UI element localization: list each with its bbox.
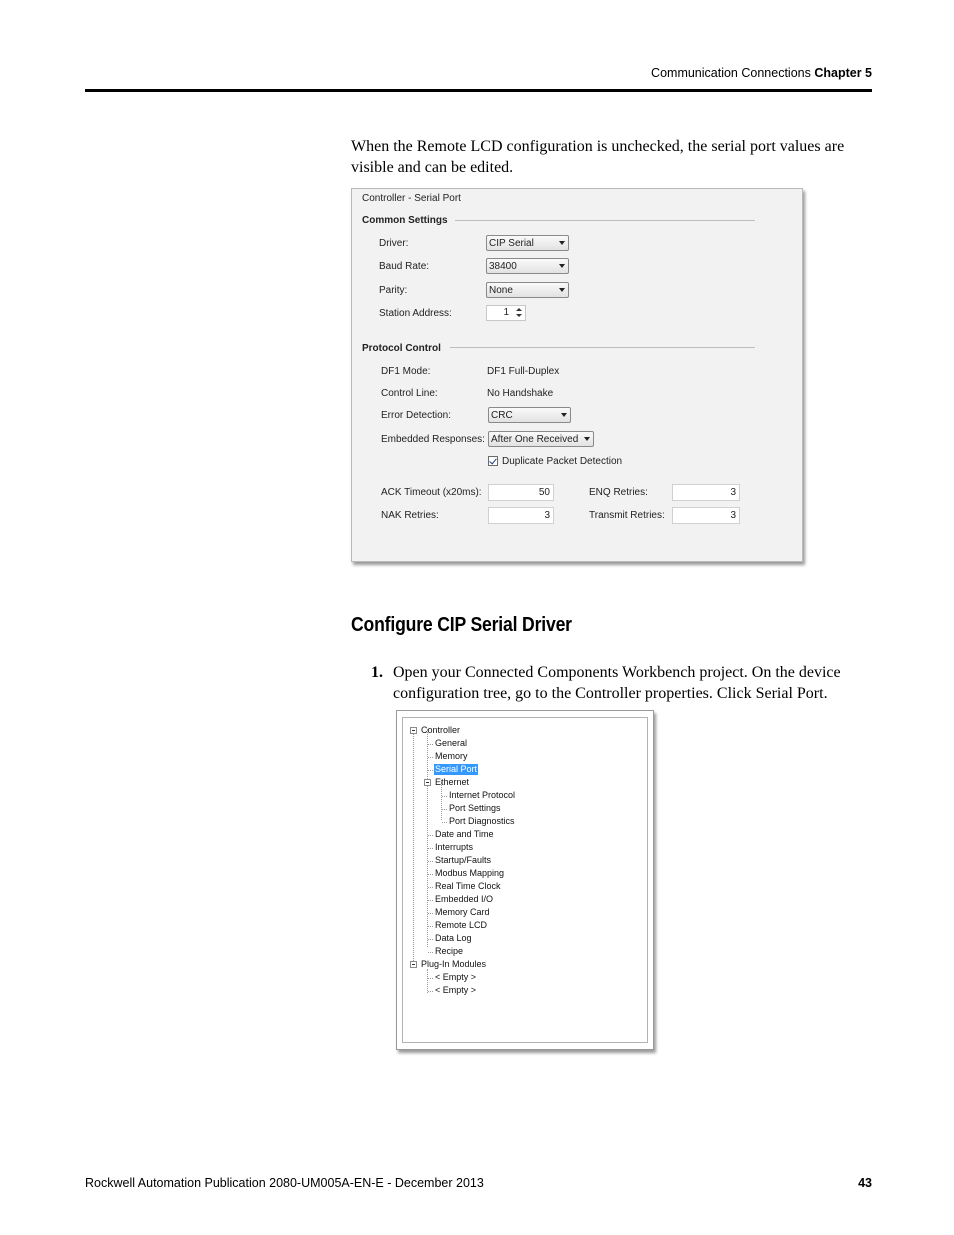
tree-line xyxy=(428,744,433,745)
control-line-value: No Handshake xyxy=(487,388,554,399)
common-settings-heading: Common Settings xyxy=(362,215,448,226)
tree-node-serial-port[interactable]: Serial Port xyxy=(435,764,478,774)
tree-line xyxy=(428,978,433,979)
tree-node-memory[interactable]: Memory xyxy=(435,751,468,761)
embedded-responses-label: Embedded Responses: xyxy=(381,434,485,445)
tree-node-internet-protocol[interactable]: Internet Protocol xyxy=(449,790,516,800)
tree-line xyxy=(428,926,433,927)
baud-rate-select[interactable] xyxy=(486,258,569,274)
chevron-down-icon xyxy=(559,241,565,245)
tree-node-remote-lcd[interactable]: Remote LCD xyxy=(435,920,488,930)
chevron-down-icon xyxy=(559,264,565,268)
baud-rate-label: Baud Rate: xyxy=(379,261,430,272)
tree-line xyxy=(442,809,447,810)
tree-node-date-time[interactable]: Date and Time xyxy=(435,829,494,839)
collapse-icon[interactable] xyxy=(410,961,417,968)
driver-value: CIP Serial xyxy=(489,238,534,249)
station-address-label: Station Address: xyxy=(379,308,452,319)
tree-node-modbus-mapping[interactable]: Modbus Mapping xyxy=(435,868,505,878)
nak-retries-label: NAK Retries: xyxy=(381,510,439,521)
tree-node-recipe[interactable]: Recipe xyxy=(435,946,464,956)
step-text: Open your Connected Components Workbench project. On the device configuration tree, go to the Controller properties. Click Serial Port. xyxy=(393,664,841,702)
intro-paragraph: When the Remote LCD configuration is unchecked, the serial port values are visible and can be edited. xyxy=(351,138,845,176)
chevron-down-icon xyxy=(559,288,565,292)
station-address-stepper[interactable] xyxy=(486,305,526,321)
duplicate-packet-label: Duplicate Packet Detection xyxy=(502,456,623,467)
error-detection-label: Error Detection: xyxy=(381,410,452,421)
tree-line xyxy=(428,835,433,836)
tree-node-empty-slot-2[interactable]: < Empty > xyxy=(435,985,477,995)
configuration-tree xyxy=(396,710,654,1050)
header-section: Communication Connections xyxy=(651,66,811,80)
tree-line xyxy=(413,730,414,967)
spin-up-icon[interactable] xyxy=(516,308,522,311)
driver-select[interactable] xyxy=(486,235,569,251)
header-chapter: Chapter 5 xyxy=(814,66,872,80)
tree-node-plugin-modules[interactable]: Plug-In Modules xyxy=(421,959,487,969)
tree-panel xyxy=(402,717,648,1043)
error-detection-value: CRC xyxy=(491,410,513,421)
collapse-icon[interactable] xyxy=(410,727,417,734)
tree-line xyxy=(428,952,433,953)
tree-line xyxy=(442,796,447,797)
tree-line xyxy=(427,729,428,947)
ack-timeout-label: ACK Timeout (x20ms): xyxy=(381,487,482,498)
parity-value: None xyxy=(489,285,513,296)
parity-label: Parity: xyxy=(379,285,408,296)
tree-line xyxy=(427,969,428,993)
protocol-control-heading: Protocol Control xyxy=(362,343,441,354)
station-address-value: 1 xyxy=(503,307,509,318)
tree-node-empty-slot-1[interactable]: < Empty > xyxy=(435,972,477,982)
tree-line xyxy=(442,822,447,823)
tree-node-data-log[interactable]: Data Log xyxy=(435,933,472,943)
embedded-responses-select[interactable] xyxy=(488,431,594,447)
chevron-down-icon xyxy=(561,413,567,417)
enq-retries-input[interactable]: 3 xyxy=(672,484,740,501)
tree-line xyxy=(428,887,433,888)
tree-node-real-time-clock[interactable]: Real Time Clock xyxy=(435,881,501,891)
error-detection-select[interactable] xyxy=(488,407,571,423)
tree-node-interrupts[interactable]: Interrupts xyxy=(435,842,474,852)
collapse-icon[interactable] xyxy=(424,779,431,786)
tree-node-memory-card[interactable]: Memory Card xyxy=(435,907,490,917)
driver-label: Driver: xyxy=(379,238,409,249)
tree-node-startup-faults[interactable]: Startup/Faults xyxy=(435,855,492,865)
tree-node-port-diagnostics[interactable]: Port Diagnostics xyxy=(449,816,515,826)
footer-publication: Rockwell Automation Publication 2080-UM005A-EN-E - December 2013 xyxy=(85,1176,484,1190)
control-line-label: Control Line: xyxy=(381,388,438,399)
spin-down-icon[interactable] xyxy=(516,314,522,317)
df1-mode-label: DF1 Mode: xyxy=(381,366,431,377)
tree-line xyxy=(428,848,433,849)
serial-port-dialog xyxy=(351,188,803,562)
transmit-retries-input[interactable]: 3 xyxy=(672,507,740,524)
tree-line xyxy=(428,861,433,862)
duplicate-packet-checkbox[interactable] xyxy=(488,456,498,466)
chevron-down-icon xyxy=(584,437,590,441)
tree-line xyxy=(428,913,433,914)
transmit-retries-label: Transmit Retries: xyxy=(589,510,665,521)
baud-rate-value: 38400 xyxy=(489,261,517,272)
enq-retries-label: ENQ Retries: xyxy=(589,487,648,498)
section-heading: Configure CIP Serial Driver xyxy=(351,614,572,636)
protocol-control-divider xyxy=(450,347,755,348)
embedded-responses-value: After One Received xyxy=(491,434,579,445)
df1-mode-value: DF1 Full-Duplex xyxy=(487,366,560,377)
parity-select[interactable] xyxy=(486,282,569,298)
tree-line xyxy=(428,991,433,992)
tree-node-ethernet[interactable]: Ethernet xyxy=(435,777,470,787)
tree-line xyxy=(428,900,433,901)
tree-node-port-settings[interactable]: Port Settings xyxy=(449,803,501,813)
tree-line xyxy=(428,874,433,875)
ack-timeout-input[interactable]: 50 xyxy=(488,484,554,501)
header-rule xyxy=(85,89,872,92)
tree-node-embedded-io[interactable]: Embedded I/O xyxy=(435,894,494,904)
tree-node-controller[interactable]: Controller xyxy=(421,725,461,735)
dialog-title: Controller - Serial Port xyxy=(362,193,461,204)
tree-line xyxy=(428,757,433,758)
page-number: 43 xyxy=(858,1176,872,1190)
nak-retries-input[interactable]: 3 xyxy=(488,507,554,524)
step-number: 1. xyxy=(371,664,383,681)
tree-node-general[interactable]: General xyxy=(435,738,468,748)
tree-line xyxy=(428,770,433,771)
common-settings-divider xyxy=(455,220,755,221)
tree-line xyxy=(428,939,433,940)
running-header xyxy=(600,66,872,80)
